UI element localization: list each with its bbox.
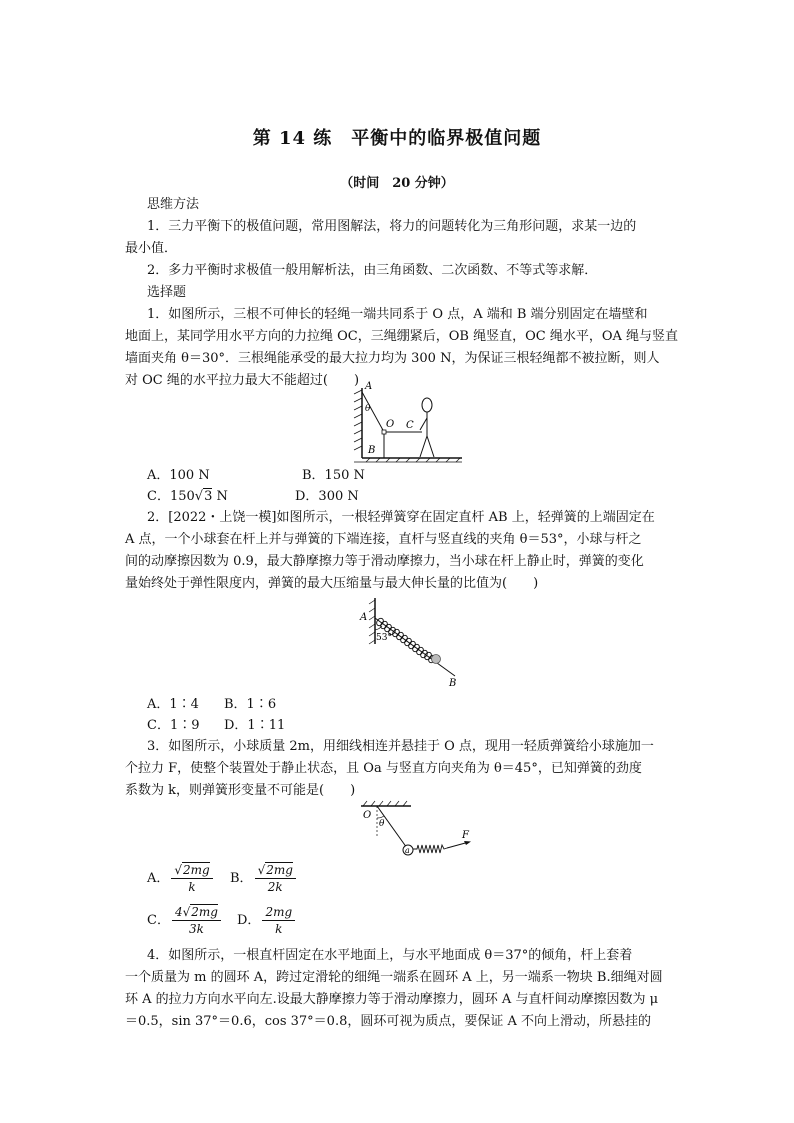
method-p2: 2．多力平衡时求极值一般用解析法，由三角函数、二次函数、不等式等求解．: [147, 263, 598, 278]
q1-option-a[interactable]: A．100 N: [147, 468, 210, 483]
q1-fig-label-o: O: [386, 419, 395, 430]
q2-line2: A 点，一个小球套在杆上并与弹簧的下端连接，直杆与竖直线的夹角 θ＝53°，小球与杆之: [125, 532, 642, 547]
q3-option-c-label: C．: [147, 913, 170, 928]
q3-option-c-coef: 4: [174, 905, 183, 919]
q3-line1: 3．如图所示，小球质量 2m，用细线相连并悬挂于 O 点，现用一轻质弹簧给小球施加一: [147, 739, 654, 754]
q1-fig-label-a: A: [365, 381, 373, 392]
q3-option-c-fraction: [172, 904, 221, 937]
q3-option-d-label: D．: [237, 913, 261, 928]
q1-fig-label-c: C: [406, 420, 414, 431]
q1-line1: 1．如图所示，三根不可伸长的轻绳一端共同系于 O 点，A 端和 B 端分别固定在墙壁和: [147, 307, 648, 322]
q3-option-b-fraction: [255, 862, 296, 895]
q4-line4: ＝0.5，sin 37°＝0.6，cos 37°＝0.8，圆环可视为质点，要保证 A 不向上滑动，所悬挂的: [125, 1014, 652, 1029]
q1-option-c-radicand: 3: [204, 489, 213, 504]
sqrt-symbol: √: [194, 489, 204, 504]
section-heading: 选择题: [147, 285, 187, 300]
q1-fig-label-b: B: [368, 445, 376, 456]
q1-line3: 墙面夹角 θ＝30°．三根绳能承受的最大拉力均为 300 N，为保证三根轻绳都不被拉断，则人: [125, 351, 660, 366]
q1-option-c-suffix: N: [212, 489, 228, 504]
q1-option-c-prefix: C．150: [147, 489, 195, 504]
q3-option-d[interactable]: [237, 904, 297, 937]
q3-option-a-numerator: 2mg: [183, 863, 210, 877]
q2-option-b[interactable]: B．1∶6: [224, 697, 277, 712]
method-p1-line1: 1．三力平衡下的极值问题，常用图解法，将力的问题转化为三角形问题，求某一边的: [147, 219, 637, 234]
q3-option-c-numerator: 2mg: [191, 905, 218, 919]
q3-fig-label-f: F: [462, 830, 469, 841]
q1-option-d[interactable]: D．300 N: [295, 489, 359, 504]
q3-option-b-denominator: 2k: [267, 880, 283, 894]
q1-option-b[interactable]: B．150 N: [302, 468, 365, 483]
fraction-numerator: √2mg: [171, 862, 212, 879]
q4-line2: 一个质量为 m 的圆环 A，跨过定滑轮的细绳一端系在圆环 A 上，另一端系一物块 B.细绳对圆: [125, 970, 663, 985]
q3-option-d-numerator: 2mg: [262, 904, 295, 921]
q3-option-d-denominator: k: [275, 922, 283, 936]
method-heading: 思维方法: [147, 197, 200, 212]
q3-line2: 个拉力 F，使整个装置处于静止状态，且 Oa 与竖直方向夹角为 θ＝45°，已知弹簧的劲度: [125, 761, 642, 776]
q3-figure: [355, 800, 485, 860]
q2-fig-label-b: B: [449, 678, 457, 688]
fraction-numerator: √2mg: [255, 862, 296, 879]
time-limit: （时间 20 分钟）: [340, 176, 454, 191]
q3-option-a-fraction: [171, 862, 212, 895]
q1-line2: 地面上，某同学用水平方向的力拉绳 OC，三绳绷紧后，OB 绳竖直，OC 绳水平，OA 绳与竖直: [125, 329, 678, 344]
q2-fig-label-a: A: [360, 612, 368, 623]
q3-line3: 系数为 k，则弹簧形变量不可能是( ): [125, 783, 356, 798]
q4-line1: 4．如图所示，一根直杆固定在水平地面上，与水平地面成 θ＝37°的倾角，杆上套着: [147, 948, 633, 963]
q1-fig-label-theta: θ: [365, 404, 371, 414]
q3-option-b-numerator: 2mg: [266, 863, 293, 877]
q2-line4: 量始终处于弹性限度内，弹簧的最大压缩量与最大伸长量的比值为( ): [125, 576, 539, 591]
page-title: 第 14 练 平衡中的临界极值问题: [252, 128, 542, 149]
q3-fig-label-o: O: [363, 810, 372, 821]
method-p1-line2: 最小值．: [125, 241, 178, 256]
q2-option-d[interactable]: D．1∶11: [224, 718, 286, 733]
q3-option-c-denominator: 3k: [189, 922, 204, 936]
q2-option-a[interactable]: A．1∶4: [147, 697, 199, 712]
q3-option-b[interactable]: [230, 862, 298, 895]
q2-line3: 间的动摩擦因数为 0.9，最大静摩擦力等于滑动摩擦力，当小球在杆上静止时，弹簧的变化: [125, 554, 644, 569]
q3-fig-label-a: a: [405, 846, 410, 855]
q2-fig-label-angle: 53°: [376, 633, 392, 643]
q3-option-a-denominator: k: [188, 880, 196, 894]
q3-option-a-label: A．: [147, 871, 170, 886]
q3-option-b-label: B．: [230, 871, 253, 886]
q3-option-a[interactable]: [147, 862, 215, 895]
q3-option-d-fraction: [262, 904, 295, 937]
q3-fig-label-theta: θ: [379, 819, 385, 829]
q1-figure: [340, 378, 470, 466]
q4-line3: 环 A 的拉力方向水平向左.设最大静摩擦力等于滑动摩擦力，圆环 A 与直杆间动摩擦因数为 μ: [125, 992, 659, 1007]
q2-option-c[interactable]: C．1∶9: [147, 718, 200, 733]
q1-option-c[interactable]: [147, 488, 228, 506]
q2-figure: [355, 596, 475, 688]
fraction-numerator: 4√2mg: [172, 904, 221, 921]
q1-line4: 对 OC 绳的水平拉力最大不能超过( ): [125, 373, 360, 388]
q3-option-c[interactable]: [147, 904, 223, 937]
q2-line1: 2．[2022・上饶一模]如图所示，一根轻弹簧穿在固定直杆 AB 上，轻弹簧的上端固定在: [147, 510, 655, 525]
